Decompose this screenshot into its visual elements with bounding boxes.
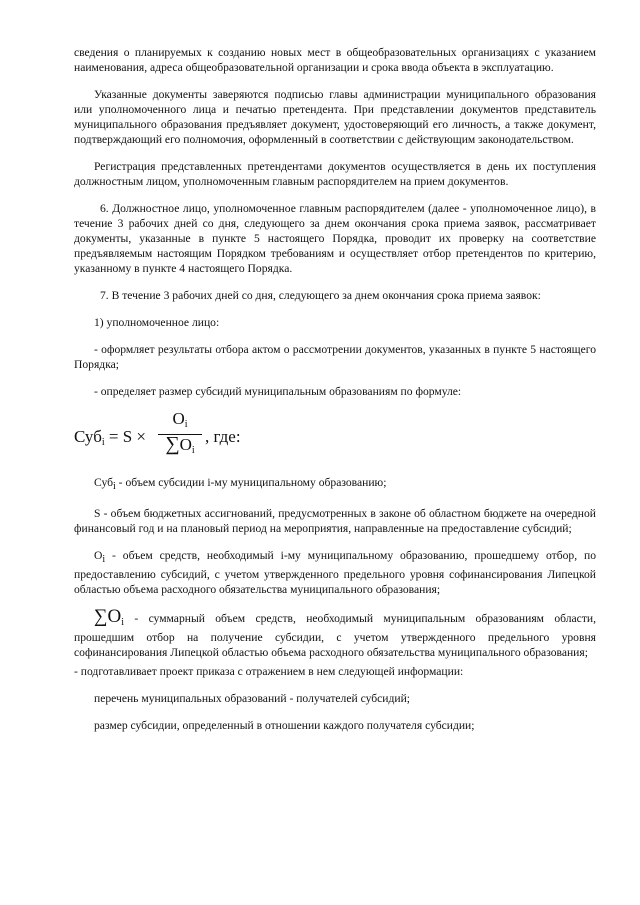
formula-numerator: $O_i$ (158, 411, 202, 435)
subsidy-formula (74, 411, 596, 469)
paragraph-prepare-order: - подготавливает проект приказа с отражением в нем следующей информации: (74, 665, 464, 678)
formula-tail: , где: (205, 427, 241, 446)
document-page (74, 45, 596, 745)
formula-lhs: Суб$_i$ = S × (74, 427, 147, 448)
formula-denominator: $\sum O_i$ (165, 433, 195, 456)
formula-fraction (158, 411, 202, 458)
paragraph-form-results: - оформляет результаты отбора актом о рассмотрении документов, указанных в пункте 5 настоящего Порядка; (74, 343, 596, 371)
paragraph-def-sub: Субi - объем субсидии i-му муниципальному образованию; (94, 476, 387, 492)
paragraph-item-7-1: 1) уполномоченное лицо: (94, 316, 220, 329)
paragraph-item-7: 7. В течение 3 рабочих дней со дня, следующего за днем окончания срока приема заявок: (100, 289, 541, 302)
paragraph-list-recipients: перечень муниципальных образований - получателей субсидий; (94, 692, 410, 705)
paragraph-define-size: - определяет размер субсидий муниципальным образованиям по формуле: (94, 385, 462, 398)
paragraph-registration: Регистрация представленных претендентами документов осуществляется в день их поступления должностным лицом, уполномоченным главным распорядителем на прием документов. (74, 160, 596, 188)
paragraph-def-s: S - объем бюджетных ассигнований, предусмотренных в законе об областном бюджете на очередной финансовый год и на плановый период на мероприятия, направленные на предоставление субсидий; (74, 507, 596, 535)
paragraph-info-new-places: сведения о планируемых к созданию новых мест в общеобразовательных организациях с указанием наименования, адреса общеобразовательной организации и срока ввода объекта в эксплуатацию. (74, 46, 596, 74)
paragraph-def-sum-o: ∑Oi - суммарный объем средств, необходимый муниципальным образованиям области, прошедшим отбор на получение субсидии, с учетом утвержденного предельного уровня софинансирования Липецкой областью объема расходного обязательства муниципального образования; (74, 606, 596, 659)
paragraph-item-6: 6. Должностное лицо, уполномоченное главным распорядителем (далее - уполномоченное лицо), в течение 3 рабочих дней со дня, следующего за днем окончания срока приема заявок, рассматривает документы, указанные в пункте 5 настоящего Порядка, проводит их проверку на соответствие предъявляемым настоящим Порядком требованиям и осуществляет отбор претендентов по критерию, указанному в пункте 4 настоящего Порядка. (74, 202, 596, 275)
paragraph-size-per-recipient: размер субсидии, определенный в отношении каждого получателя субсидии; (94, 719, 475, 732)
paragraph-certification: Указанные документы заверяются подписью главы администрации муниципального образования или уполномоченного лица и печатью претендента. При представлении документов представитель муниципального образования предъявляет документ, удостоверяющий его личность, а также документ, подтверждающий его полномочия, оформленный в соответствии с действующим законодательством. (74, 88, 596, 146)
paragraph-def-o: Oi - объем средств, необходимый i-му муниципальному образованию, прошедшему отбор, по предоставлению субсидий, с учетом утвержденного предельного уровня софинансирования Липецкой областью объема расходного обязательства муниципального образования; (74, 549, 596, 596)
